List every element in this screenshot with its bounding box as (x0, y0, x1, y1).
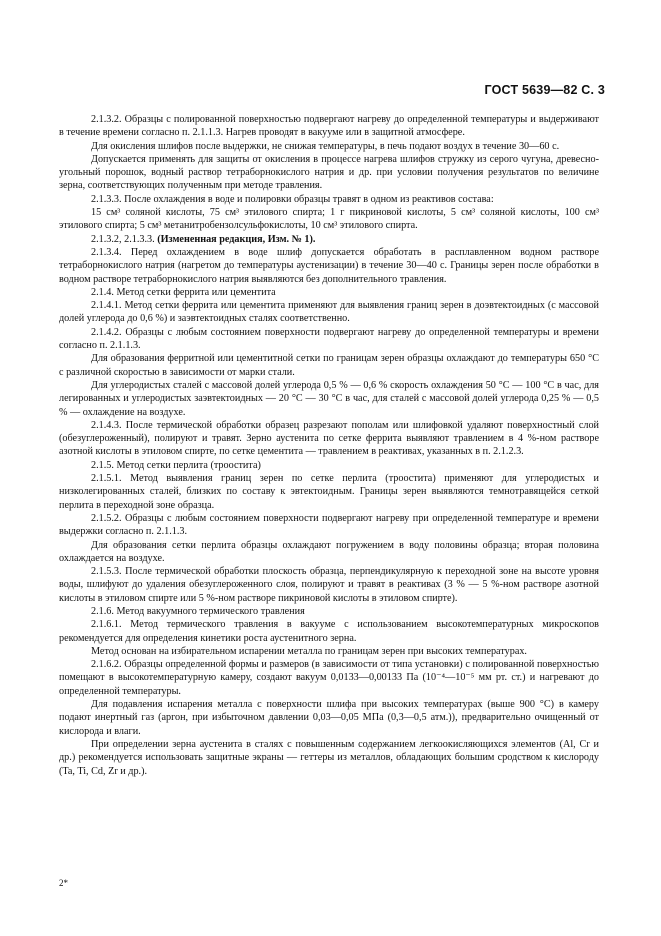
paragraph: При определении зерна аустенита в сталях с повышенным содержанием легкоокисляющихся элементов (Al, Cr и др.) рекомендуется использовать защитные экраны — геттеры из металлов, обладающих большим сродством к кислороду (Ta, Ti, Cd, Zr и др.). (59, 738, 599, 777)
paragraph: 2.1.4.1. Метод сетки феррита или цементита применяют для выявления границ зерен в доэвтектоидных (с массовой долей углерода до 0,6 %) и заэвтектоидных сталях соответственно. (59, 300, 599, 325)
section-heading: 2.1.4. Метод сетки феррита или цементита (91, 286, 276, 298)
paragraph-amendment: 2.1.3.2, 2.1.3.3. (Измененная редакция, Изм. № 1). (91, 233, 316, 245)
paragraph: 2.1.5.2. Образцы с любым состоянием поверхности подвергают нагреву при определенной температуре и времени выдержки согласно п. 2.1.1.3. (59, 512, 599, 538)
paragraph: 2.1.6.2. Образцы определенной формы и размеров (в зависимости от типа установки) с полированной поверхностью помещают в высокотемпературную камеру, создают вакуум 0,0133—0,00133 Па (10⁻⁴—10⁻⁵ мм рт. ст.) и нагревают до определенной температуры. (59, 659, 599, 697)
page-header: ГОСТ 5639—82 С. 3 (484, 83, 605, 97)
paragraph: 2.1.4.3. После термической обработки образец разрезают пополам или шлифовкой удаляют поверхностный слой (обезуглероженный), полируют и травят. Зерно аустенита по сетке феррита выявляют травлением в 4 %-ном растворе азотной кислоты в этиловом спирте, по сетке цементита — травлением в реактивах, указанных в п. 2.1.2.3. (59, 419, 599, 458)
paragraph: 2.1.5.1. Метод выявления границ зерен по сетке перлита (троостита) применяют для углеродистых и низколегированных сталей, близких по составу к эвтектоидным. Границы зерен выявляются темнотравящейся сеткой перлита в переходной зоне образца. (59, 473, 599, 511)
paragraph: 2.1.5.3. После термической обработки плоскость образца, перпендикулярную к переходной зоне на высоте уровня воды, шлифуют до удаления обезуглероженного слоя, полируют и травят в реактивах (3 % — 5 %-ном растворе азотной кислоты в этиловом спирте или 5 %-ном растворе пикриновой кислоты в этиловом спирте). (59, 566, 599, 604)
paragraph: 2.1.4.2. Образцы с любым состоянием поверхности подвергают нагреву до определенной температуры и времени согласно п. 2.1.1.3. (59, 326, 599, 352)
page-footer-mark: 2* (59, 878, 68, 888)
paragraph: 2.1.3.4. Перед охлаждением в воде шлиф допускается обработать в расплавленном водном растворе тетраборнокислого натрия (нагретом до температуры аустенизации) в течение 30—40 с. Границы зерен после обработки в водном растворе тетраборнокислого натрия выявляются без дополнительного травления. (59, 246, 599, 285)
paragraph: 2.1.3.2. Образцы с полированной поверхностью подвергают нагреву до определенной температуры и выдерживают в течение времени согласно п. 2.1.1.3. Нагрев проводят в вакууме или в защитной атмосфере. (59, 114, 599, 139)
paragraph: Для углеродистых сталей с массовой долей углерода 0,5 % — 0,6 % скорость охлаждения 50 °С — 100 °С в час, для легированных и углеродистых заэвтектоидных — 20 °С — 30 °С в час, для сталей с массовой долей углерода 0,25 % — 0,5 % — охлаждение на воздухе. (59, 379, 599, 418)
paragraph: Для образования сетки перлита образцы охлаждают погружением в воду половины образца; вторая половина охлаждается на воздухе. (59, 539, 599, 564)
paragraph: Допускается применять для защиты от окисления в процессе нагрева шлифов стружку из серого чугуна, древесно-угольный порошок, водный раствор тетраборнокислого натрия и др. при условии получения результатов по величине зерна, соответствующих полученным при методе травления. (59, 153, 599, 192)
paragraph: Метод основан на избирательном испарении металла по границам зерен при высоких температурах. (91, 645, 527, 657)
paragraph: Для образования ферритной или цементитной сетки по границам зерен образцы охлаждают до температуры 650 °С с различной скоростью в зависимости от марки стали. (59, 353, 599, 378)
paragraph: 2.1.3.3. После охлаждения в воде и полировки образцы травят в одном из реактивов состава: (91, 193, 494, 205)
section-heading: 2.1.6. Метод вакуумного термического травления (91, 605, 305, 617)
paragraph: 2.1.6.1. Метод термического травления в вакууме с использованием высокотемпературных микроскопов рекомендуется для определения кинетики роста аустенитного зерна. (59, 619, 599, 644)
paragraph: 15 см³ соляной кислоты, 75 см³ этилового спирта; 1 г пикриновой кислоты, 5 см³ соляной кислоты, 100 см³ этилового спирта; 5 см³ метанитробензолсульфокислоты, 10 см³ этилового спирта. (59, 207, 599, 232)
section-heading: 2.1.5. Метод сетки перлита (троостита) (91, 459, 261, 471)
paragraph: Для окисления шлифов после выдержки, не снижая температуры, в печь подают воздух в течение 30—60 с. (91, 140, 560, 152)
paragraph: Для подавления испарения металла с поверхности шлифа при высоких температурах (выше 900 °С) в камеру подают инертный газ (аргон, при избыточном давлении 0,03—0,05 МПа (0,3—0,5 атм.)), предварительно очищенный от кислорода и влаги. (59, 699, 599, 737)
document-body (59, 113, 599, 778)
